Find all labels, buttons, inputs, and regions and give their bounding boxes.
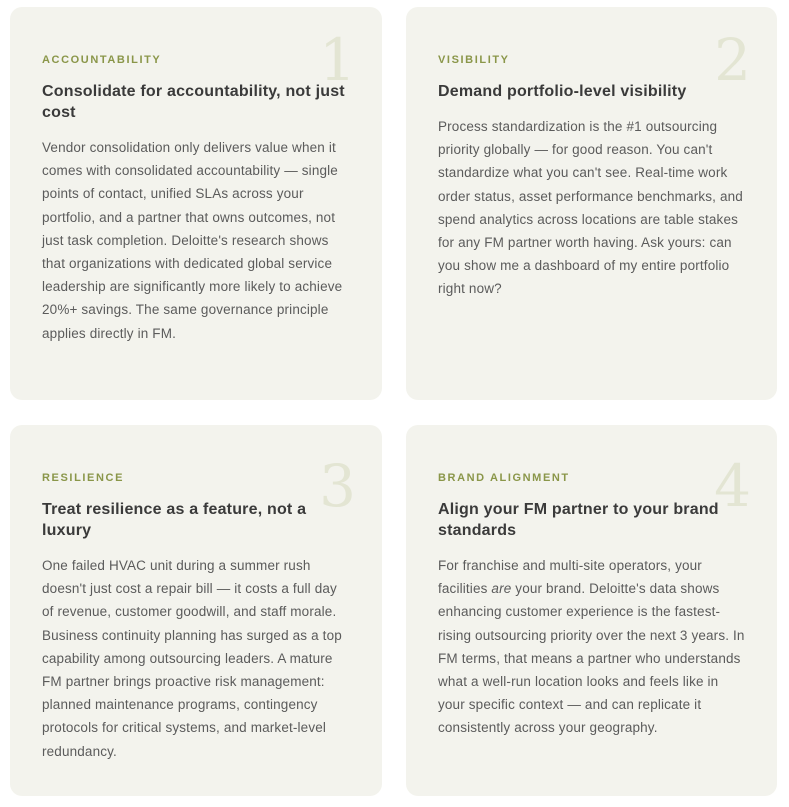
card-title: Align your FM partner to your brand standards	[438, 501, 719, 539]
card-body-text: your brand. Deloitte's data shows enhancing customer experience is the fastest-rising outsourcing priority over the next 3 years. In FM terms, that means a partner who understands what a well-run location looks and feels like in your specific context — and can replicate it consistently across your geography.	[438, 581, 745, 736]
card-body-emphasis: are	[491, 581, 512, 597]
card-body: One failed HVAC unit during a summer rush doesn't just cost a repair bill — it costs a full day of revenue, customer goodwill, and staff morale. Business continuity planning has surged as a top capability among outsourcing leaders. A mature FM partner brings proactive risk management: planned maintenance programs, contingency protocols for critical systems, and market-level redundancy.	[42, 558, 342, 759]
card-eyebrow: BRAND ALIGNMENT	[438, 472, 570, 484]
card-body: Vendor consolidation only delivers value when it comes with consolidated accountability — single points of contact, unified SLAs across your portfolio, and a partner that owns outcomes, not just task completion. Deloitte's research shows that organizations with dedicated global service leadership are significantly more likely to achieve 20%+ savings. The same governance principle applies directly in FM.	[42, 140, 343, 341]
card-eyebrow: VISIBILITY	[438, 54, 510, 66]
card-number: 1	[319, 26, 356, 94]
card-title: Treat resilience as a feature, not a luxury	[42, 501, 307, 539]
card-eyebrow: ACCOUNTABILITY	[42, 54, 162, 66]
card-resilience	[10, 425, 382, 796]
card-eyebrow: RESILIENCE	[42, 472, 125, 484]
card-number: 3	[319, 452, 356, 520]
card-body-text: For franchise and multi-site operators, your facilities	[438, 558, 702, 597]
card-visibility	[406, 7, 777, 400]
card-title: Consolidate for accountability, not just cost	[42, 83, 345, 121]
card-number: 2	[714, 26, 751, 94]
card-body	[438, 554, 745, 740]
card-brand-alignment	[406, 425, 777, 796]
card-title: Demand portfolio-level visibility	[438, 83, 687, 100]
card-body: Process standardization is the #1 outsourcing priority globally — for good reason. You can't standardize what you can't see. Real-time work order status, asset performance benchmarks, and spend analytics across locations are table stakes for any FM partner worth having. Ask yours: can you show me a dashboard of my entire portfolio right now?	[438, 119, 743, 297]
card-accountability	[10, 7, 382, 400]
card-number: 4	[714, 452, 751, 520]
